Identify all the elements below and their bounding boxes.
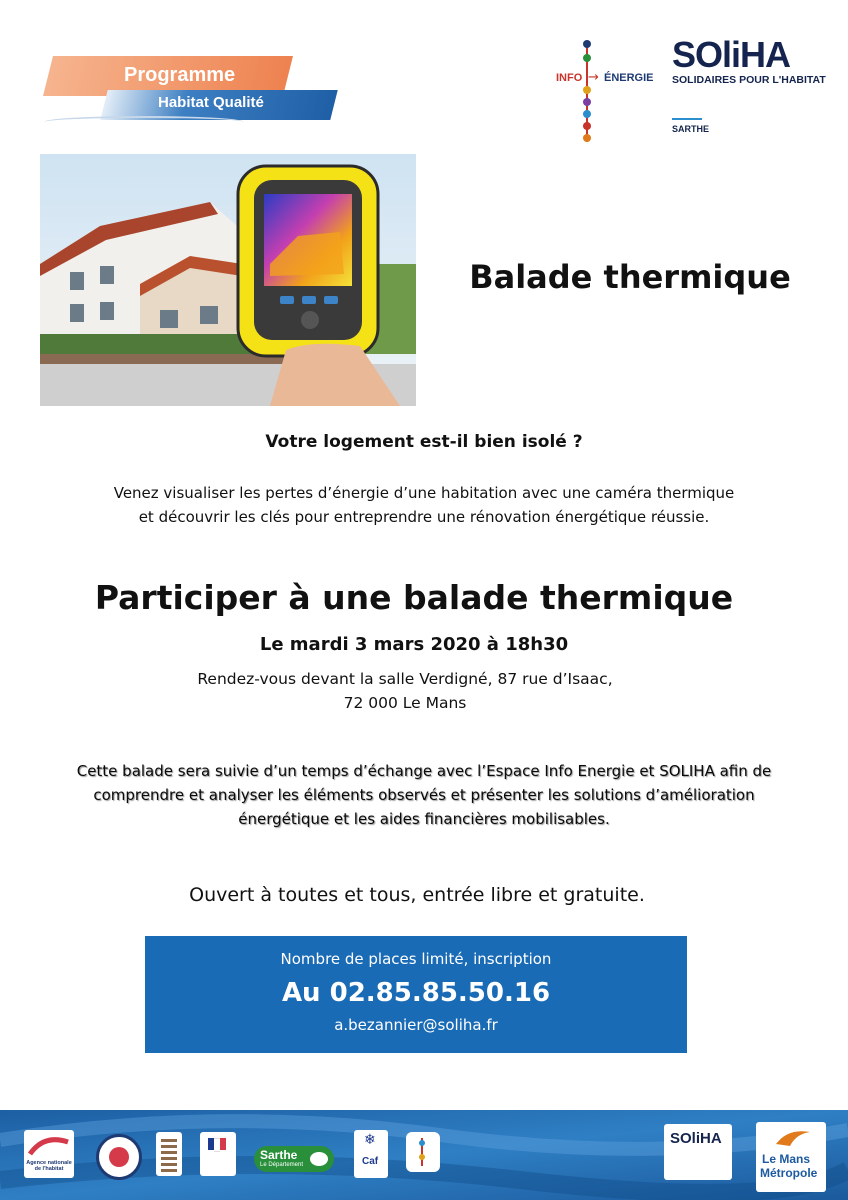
energie-label: ÉNERGIE: [604, 72, 654, 84]
location-line: Rendez-vous devant la salle Verdigné, 87 rue d’Isaac,: [197, 670, 613, 688]
soliha-tagline: SOLIDAIRES POUR L'HABITAT: [672, 74, 826, 86]
intro-line: et découvrir les clés pour entreprendre une rénovation énergétique réussie.: [138, 508, 710, 526]
programme-habitat-qualite-logo: [44, 56, 294, 128]
location-line: 72 000 Le Mans: [343, 694, 467, 712]
anah-swoosh-icon: [24, 1132, 74, 1162]
soliha-logo: SOliHA: [672, 34, 791, 75]
thermal-camera-photo: [40, 154, 416, 406]
info-energie-logo: [552, 38, 662, 148]
sarthe-sub-label: Le Département: [260, 1162, 304, 1168]
caf-logo: [354, 1130, 388, 1178]
open-note: Ouvert à toutes et tous, entrée libre et gratuite.: [189, 884, 645, 906]
event-date: Le mardi 3 mars 2020 à 18h30: [259, 634, 569, 655]
signup-email[interactable]: a.bezannier@soliha.fr: [334, 1016, 498, 1034]
info-label: INFO: [556, 72, 583, 84]
sarthe-swoosh-icon: [310, 1152, 328, 1166]
republique-francaise-logo: [200, 1132, 236, 1176]
habitat-qualite-label: Habitat Qualité: [158, 94, 264, 111]
building-icon: [161, 1136, 177, 1172]
le-mans-label: Le Mans: [762, 1152, 811, 1166]
le-mans-metropole-logo: [756, 1122, 826, 1192]
bird-icon: [774, 1126, 814, 1148]
sarthe-departement-logo: [254, 1146, 334, 1172]
habiter-mieux-logo: [156, 1132, 182, 1176]
snowflake-icon: ❄: [364, 1132, 376, 1148]
arrow-right-icon: →: [588, 70, 599, 85]
question-heading: Votre logement est-il bien isolé ?: [265, 432, 583, 452]
anah-logo: [24, 1130, 74, 1178]
followup-line: Cette balade sera suivie d’un temps d’échange avec l’Espace Info Energie et SOLIHA afin de: [76, 762, 772, 780]
sarthe-label: Sarthe: [260, 1148, 298, 1162]
event-title: Balade thermique: [469, 258, 791, 296]
info-energie-badge: [406, 1132, 440, 1172]
signup-phone[interactable]: Au 02.85.85.50.16: [281, 978, 551, 1008]
intro-line: Venez visualiser les pertes d’énergie d’une habitation avec une caméra thermique: [113, 484, 735, 502]
investir-avenir-logo: [96, 1134, 142, 1180]
followup-line: comprendre et analyser les éléments observés et présenter les solutions d’amélioration: [93, 786, 755, 804]
programme-label: Programme: [124, 64, 236, 86]
soliha-footer-label: SOliHA: [670, 1130, 722, 1147]
metropole-label: Métropole: [760, 1166, 818, 1180]
investir-avenir-icon: [109, 1147, 129, 1167]
partner-footer: [0, 1110, 848, 1200]
caf-label: Caf: [362, 1156, 379, 1167]
signup-box: [145, 936, 687, 1053]
anah-label: Agence nationale de l'habitat: [26, 1160, 72, 1172]
soliha-footer-logo: [664, 1124, 732, 1180]
headline: Participer à une balade thermique: [94, 578, 734, 617]
soliha-region: SARTHE: [672, 124, 710, 134]
followup-line: énergétique et les aides financières mobilisables.: [238, 810, 610, 828]
soliha-divider: [672, 118, 702, 120]
signup-label: Nombre de places limité, inscription: [280, 950, 552, 968]
